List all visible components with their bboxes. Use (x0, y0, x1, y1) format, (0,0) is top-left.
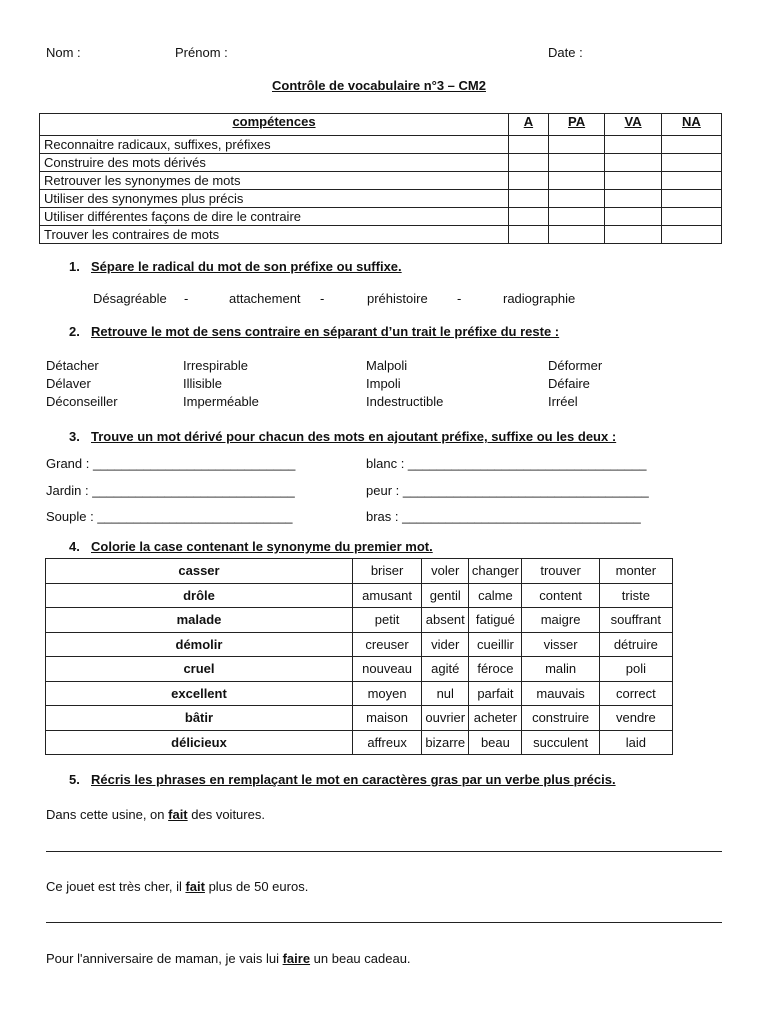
eval-cell[interactable] (605, 226, 662, 244)
ex2-word: Défaire (548, 376, 590, 391)
eval-cell[interactable] (548, 190, 605, 208)
ex3-answer-field[interactable]: Grand : ____________________________ (46, 456, 296, 471)
table-row (40, 226, 722, 244)
synonym-choice-cell[interactable]: détruire (599, 632, 672, 657)
eval-cell[interactable] (661, 136, 721, 154)
ex2-word: Impoli (366, 376, 401, 391)
synonym-choice-cell[interactable]: calme (469, 583, 522, 608)
ex1-word: Désagréable (93, 291, 167, 306)
ex2-column (46, 357, 118, 411)
ex1-word: préhistoire (367, 291, 428, 306)
answer-line[interactable] (46, 922, 722, 923)
table-row (46, 657, 673, 682)
date-label: Date : (548, 45, 583, 60)
eval-cell[interactable] (661, 154, 721, 172)
answer-line[interactable] (46, 851, 722, 852)
ex2-column (183, 357, 259, 411)
synonym-choice-cell[interactable]: bizarre (422, 730, 469, 755)
synonym-target-word: drôle (46, 583, 353, 608)
synonym-target-word: délicieux (46, 730, 353, 755)
ex3-answer-field[interactable]: peur : __________________________________ (366, 483, 649, 498)
sentence-text: un beau cadeau. (310, 951, 411, 966)
ex3-answer-field[interactable]: blanc : _________________________________ (366, 456, 647, 471)
eval-cell[interactable] (661, 208, 721, 226)
ex3-answer-field[interactable]: Souple : ___________________________ (46, 509, 293, 524)
eval-cell[interactable] (548, 154, 605, 172)
ex5-text: Récris les phrases en remplaçant le mot en caractères gras par un verbe plus précis. (91, 772, 616, 787)
header-na: NA (661, 114, 721, 136)
header-va: VA (605, 114, 662, 136)
competence-label: Utiliser différentes façons de dire le contraire (40, 208, 509, 226)
eval-cell[interactable] (605, 154, 662, 172)
table-row (40, 154, 722, 172)
synonym-choice-cell[interactable]: mauvais (522, 681, 599, 706)
eval-cell[interactable] (509, 208, 549, 226)
synonym-choice-cell[interactable]: monter (599, 559, 672, 584)
synonym-choice-cell[interactable]: acheter (469, 706, 522, 731)
synonym-choice-cell[interactable]: absent (422, 608, 469, 633)
ex1-word: radiographie (503, 291, 576, 306)
synonym-choice-cell[interactable]: souffrant (599, 608, 672, 633)
synonym-choice-cell[interactable]: vendre (599, 706, 672, 731)
synonym-choice-cell[interactable]: construire (522, 706, 599, 731)
table-row (46, 730, 673, 755)
ex5-number: 5. (69, 772, 80, 787)
synonym-choice-cell[interactable]: content (522, 583, 599, 608)
ex3-number: 3. (69, 429, 80, 444)
synonym-choice-cell[interactable]: trouver (522, 559, 599, 584)
table-row (40, 208, 722, 226)
page-title: Contrôle de vocabulaire n°3 – CM2 (272, 78, 486, 93)
table-row (46, 632, 673, 657)
synonym-choice-cell[interactable]: ouvrier (422, 706, 469, 731)
table-row (40, 172, 722, 190)
header-a: A (509, 114, 549, 136)
synonym-target-word: cruel (46, 657, 353, 682)
ex1-word: attachement (229, 291, 301, 306)
synonym-choice-cell[interactable]: correct (599, 681, 672, 706)
ex1-number: 1. (69, 259, 80, 274)
table-row (46, 681, 673, 706)
synonym-choice-cell[interactable]: affreux (352, 730, 421, 755)
ex2-word: Déconseiller (46, 394, 118, 409)
eval-cell[interactable] (661, 190, 721, 208)
eval-cell[interactable] (509, 226, 549, 244)
ex5-sentence (46, 807, 265, 822)
table-row (46, 583, 673, 608)
competence-label: Reconnaitre radicaux, suffixes, préfixes (40, 136, 509, 154)
synonym-choice-cell[interactable]: succulent (522, 730, 599, 755)
ex2-word: Irréel (548, 394, 578, 409)
sentence-bold-word: fait (168, 807, 188, 822)
eval-cell[interactable] (661, 226, 721, 244)
synonym-choice-cell[interactable]: changer (469, 559, 522, 584)
eval-cell[interactable] (605, 190, 662, 208)
synonym-choice-cell[interactable]: briser (352, 559, 421, 584)
synonym-choice-cell[interactable]: amusant (352, 583, 421, 608)
ex2-column (366, 357, 443, 411)
synonym-choice-cell[interactable]: féroce (469, 657, 522, 682)
ex1-instruction (69, 259, 402, 274)
ex2-instruction (69, 324, 559, 339)
synonym-choice-cell[interactable]: poli (599, 657, 672, 682)
ex5-sentence (46, 879, 308, 894)
header-pa: PA (548, 114, 605, 136)
synonym-choice-cell[interactable]: beau (469, 730, 522, 755)
competence-label: Trouver les contraires de mots (40, 226, 509, 244)
synonym-target-word: malade (46, 608, 353, 633)
synonym-choice-cell[interactable]: gentil (422, 583, 469, 608)
sentence-text: Ce jouet est très cher, il (46, 879, 186, 894)
table-row (46, 559, 673, 584)
eval-cell[interactable] (548, 172, 605, 190)
sentence-bold-word: fait (185, 879, 205, 894)
ex1-dash: - (320, 291, 325, 306)
eval-cell[interactable] (661, 172, 721, 190)
ex2-word: Déformer (548, 358, 603, 373)
ex2-word: Malpoli (366, 358, 408, 373)
synonym-target-word: casser (46, 559, 353, 584)
synonym-choice-cell[interactable]: parfait (469, 681, 522, 706)
synonym-target-word: excellent (46, 681, 353, 706)
eval-cell[interactable] (509, 190, 549, 208)
nom-label: Nom : (46, 45, 81, 60)
eval-cell[interactable] (548, 136, 605, 154)
ex3-instruction (69, 429, 616, 444)
synonym-choice-cell[interactable]: malin (522, 657, 599, 682)
ex2-word: Irrespirable (183, 358, 249, 373)
ex4-instruction (69, 539, 433, 554)
ex2-word: Illisible (183, 376, 223, 391)
ex2-column (548, 357, 602, 411)
synonym-choice-cell[interactable]: creuser (352, 632, 421, 657)
ex2-text: Retrouve le mot de sens contraire en séparant d’un trait le préfixe du reste : (91, 324, 560, 339)
synonym-choice-cell[interactable]: nul (422, 681, 469, 706)
eval-cell[interactable] (605, 172, 662, 190)
ex2-number: 2. (69, 324, 80, 339)
sentence-text: plus de 50 euros. (204, 879, 309, 894)
synonym-target-word: bâtir (46, 706, 353, 731)
ex2-word: Indestructible (366, 394, 444, 409)
eval-cell[interactable] (605, 208, 662, 226)
table-row (40, 136, 722, 154)
eval-cell[interactable] (509, 154, 549, 172)
eval-cell[interactable] (605, 136, 662, 154)
table-row (46, 706, 673, 731)
ex3-answer-field[interactable]: Jardin : ____________________________ (46, 483, 295, 498)
synonym-choice-cell[interactable]: maison (352, 706, 421, 731)
competences-header: compétences (40, 114, 509, 136)
synonym-table (45, 558, 673, 755)
synonym-choice-cell[interactable]: visser (522, 632, 599, 657)
synonym-choice-cell[interactable]: maigre (522, 608, 599, 633)
ex3-answer-field[interactable]: bras : _________________________________ (366, 509, 641, 524)
eval-cell[interactable] (509, 172, 549, 190)
sentence-bold-word: faire (282, 951, 311, 966)
ex1-dash: - (184, 291, 189, 306)
synonym-choice-cell[interactable]: nouveau (352, 657, 421, 682)
synonym-choice-cell[interactable]: triste (599, 583, 672, 608)
synonym-choice-cell[interactable]: agité (422, 657, 469, 682)
sentence-text: Dans cette usine, on (46, 807, 169, 822)
ex1-dash: - (457, 291, 462, 306)
sentence-text: Pour l'anniversaire de maman, je vais lui (46, 951, 283, 966)
synonym-choice-cell[interactable]: fatigué (469, 608, 522, 633)
ex3-text: Trouve un mot dérivé pour chacun des mots en ajoutant préfixe, suffixe ou les deux : (91, 429, 617, 444)
synonym-choice-cell[interactable]: petit (352, 608, 421, 633)
competence-label: Construire des mots dérivés (40, 154, 509, 172)
synonym-target-word: démolir (46, 632, 353, 657)
ex4-number: 4. (69, 539, 80, 554)
competence-label: Utiliser des synonymes plus précis (40, 190, 509, 208)
synonym-choice-cell[interactable]: vider (422, 632, 469, 657)
table-row (40, 190, 722, 208)
ex2-word: Imperméable (183, 394, 259, 409)
synonym-choice-cell[interactable]: voler (422, 559, 469, 584)
ex5-sentence (46, 951, 411, 966)
competence-label: Retrouver les synonymes de mots (40, 172, 509, 190)
ex5-instruction (69, 772, 616, 787)
sentence-text: des voitures. (187, 807, 265, 822)
synonym-choice-cell[interactable]: laid (599, 730, 672, 755)
ex2-word: Détacher (46, 358, 99, 373)
competences-table (39, 113, 722, 244)
eval-cell[interactable] (548, 208, 605, 226)
synonym-choice-cell[interactable]: cueillir (469, 632, 522, 657)
competences-header-row (40, 114, 722, 136)
prenom-label: Prénom : (175, 45, 228, 60)
table-row (46, 608, 673, 633)
ex2-word: Délaver (46, 376, 91, 391)
ex1-text: Sépare le radical du mot de son préfixe ou suffixe. (91, 259, 402, 274)
eval-cell[interactable] (548, 226, 605, 244)
synonym-choice-cell[interactable]: moyen (352, 681, 421, 706)
eval-cell[interactable] (509, 136, 549, 154)
ex4-text: Colorie la case contenant le synonyme du premier mot. (91, 539, 433, 554)
